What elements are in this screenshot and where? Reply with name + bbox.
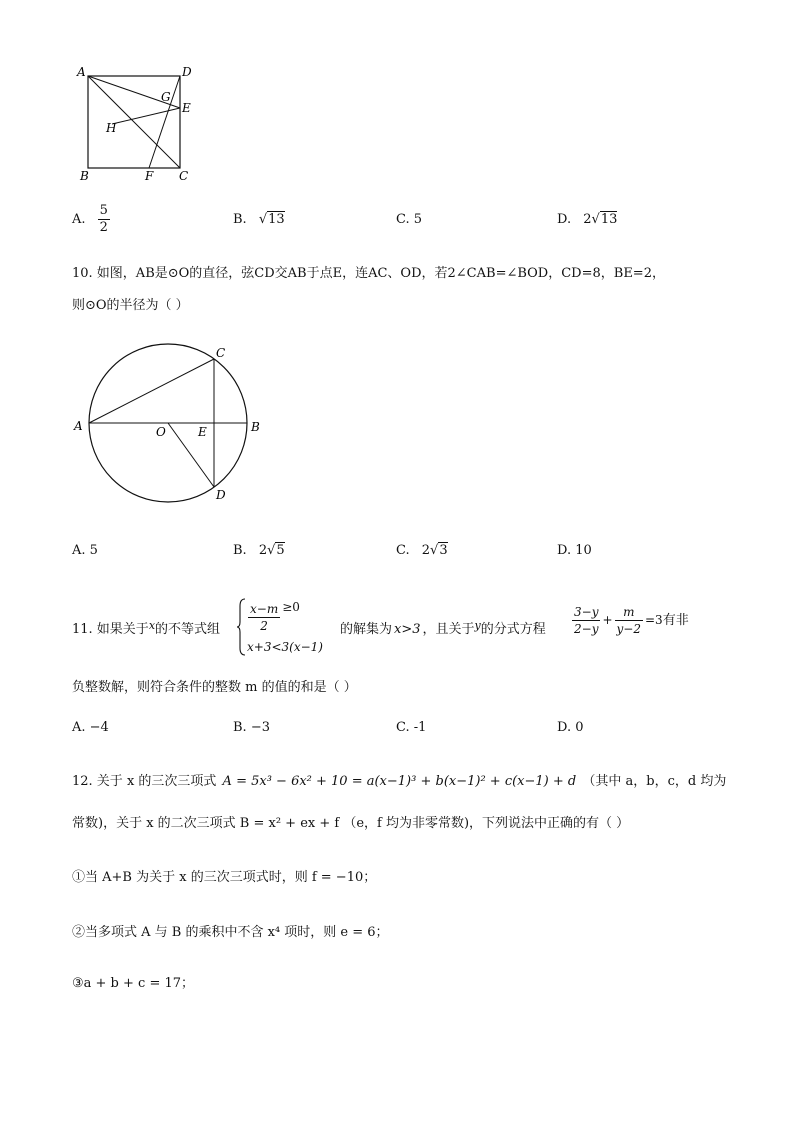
q11-ineq2: x+3<3(x−1) <box>247 640 323 654</box>
q11-option-d[interactable]: D. 0 <box>557 720 584 735</box>
q9-option-d[interactable]: D. 2√13 <box>557 212 618 227</box>
q10-label-d: D <box>216 488 226 502</box>
q12-stem-line2: 常数)，关于 x 的二次三项式 B = x² + ex + f （e，f 均为非零常数)，下列说法中正确的有（ ） <box>72 816 630 831</box>
q11-plus: + <box>602 613 613 627</box>
q9-label-d: D <box>182 65 192 79</box>
q10-option-c-coef: 2 <box>421 543 431 558</box>
q10-option-b-radicand: 5 <box>276 543 285 558</box>
q9-label-e: E <box>182 101 191 115</box>
q11-ineq1-den: 2 <box>260 619 268 633</box>
q11-stem-line2: 负整数解，则符合条件的整数 m 的值的和是（ ） <box>72 680 357 695</box>
q9-option-a-label: A. <box>72 212 86 227</box>
q9-option-b-label: B. <box>233 212 247 227</box>
q9-option-a-den: 2 <box>99 220 108 235</box>
q11-option-a[interactable]: A. −4 <box>72 720 109 735</box>
q11-system-brace <box>236 598 246 656</box>
q9-option-a-num: 5 <box>99 203 108 218</box>
q10-label-a: A <box>74 419 83 433</box>
q10-option-a[interactable]: A. 5 <box>72 543 98 558</box>
q11-frac2-num: m <box>615 604 643 621</box>
q10-option-c-label: C. <box>396 543 410 558</box>
q11-ineq1-rel: ≥0 <box>282 600 300 614</box>
q11-option-b[interactable]: B. −3 <box>233 720 270 735</box>
q9-option-c-value: 5 <box>413 212 423 227</box>
q9-label-a: A <box>77 65 86 79</box>
q12-statement-1: ①当 A+B 为关于 x 的三次三项式时，则 f = −10； <box>72 870 377 885</box>
q12-statement-2: ②当多项式 A 与 B 的乘积中不含 x⁴ 项时，则 e = 6； <box>72 925 389 940</box>
q11-var-x: x <box>148 619 156 632</box>
q10-option-b-coef: 2 <box>258 543 268 558</box>
q11-option-c[interactable]: C. -1 <box>396 720 427 735</box>
q10-option-c[interactable]: C. 2√3 <box>396 543 448 558</box>
q9-label-c: C <box>179 169 189 183</box>
q9-option-b-radicand: 13 <box>268 212 285 227</box>
q11-mid2: 的解集为 <box>340 622 393 637</box>
q10-label-c: C <box>216 346 226 360</box>
q12-statement-3: ③a + b + c = 17； <box>72 976 195 991</box>
q9-figure <box>74 64 194 184</box>
q11-ineq1 <box>246 600 300 634</box>
q9-option-b[interactable]: B. √13 <box>233 212 285 227</box>
q11-stem-mid <box>340 618 546 637</box>
q11-solution: x>3 <box>394 622 421 637</box>
q9-label-b: B <box>80 169 89 183</box>
q11-ineq1-num: x−m <box>250 602 279 616</box>
q9-option-d-radicand: 13 <box>600 212 618 227</box>
q10-figure <box>70 338 260 508</box>
q11-suffix: 有非 <box>662 613 689 628</box>
q10-stem-line1: 10. 如图，AB是⊙O的直径，弦CD交AB于点E，连AC、OD，若2∠CAB=∠BOD，CD=8，BE=2， <box>72 266 665 281</box>
q11-equation <box>570 604 689 637</box>
q11-prefix <box>72 618 220 637</box>
q10-option-b[interactable]: B. 2√5 <box>233 543 285 558</box>
q11-frac1-den: 2−y <box>574 622 599 636</box>
q9-option-a[interactable] <box>72 203 112 236</box>
q10-option-b-label: B. <box>233 543 247 558</box>
q10-label-b: B <box>251 420 260 434</box>
q12-stem-line1 <box>72 770 726 789</box>
q10-option-d[interactable]: D. 10 <box>557 543 592 558</box>
q11-prefix-text: 11. 如果关于 <box>72 622 149 637</box>
q11-frac1-num: 3−y <box>574 605 599 619</box>
q9-option-d-coef: 2 <box>583 212 592 227</box>
q10-stem-line2: 则⊙O的半径为（ ） <box>72 298 189 313</box>
q9-option-d-label: D. <box>557 212 572 227</box>
q11-mid3: ，且关于 <box>422 622 475 637</box>
q10-label-o: O <box>156 425 166 439</box>
q9-option-c[interactable] <box>396 212 422 227</box>
q12-line1-prefix: 12. 关于 x 的三次三项式 <box>72 774 217 789</box>
q11-eq: =3 <box>645 613 663 627</box>
q11-mid1: 的不等式组 <box>155 622 221 637</box>
q12-line1-suffix: （其中 a，b，c，d 均为 <box>582 774 727 789</box>
q9-label-g: G <box>161 90 171 104</box>
q11-frac2-den: y−2 <box>616 622 641 636</box>
q11-mid4: 的分式方程 <box>480 622 546 637</box>
q9-label-h: H <box>106 121 117 135</box>
q9-option-c-label: C. <box>396 212 410 227</box>
q10-option-c-radicand: 3 <box>439 543 448 558</box>
q10-label-e: E <box>198 425 207 439</box>
q11-var-y: y <box>474 619 481 632</box>
q9-label-f: F <box>145 169 154 183</box>
q12-line1-formula: A = 5x³ − 6x² + 10 = a(x−1)³ + b(x−1)² + c(x−1) + d <box>222 774 577 789</box>
